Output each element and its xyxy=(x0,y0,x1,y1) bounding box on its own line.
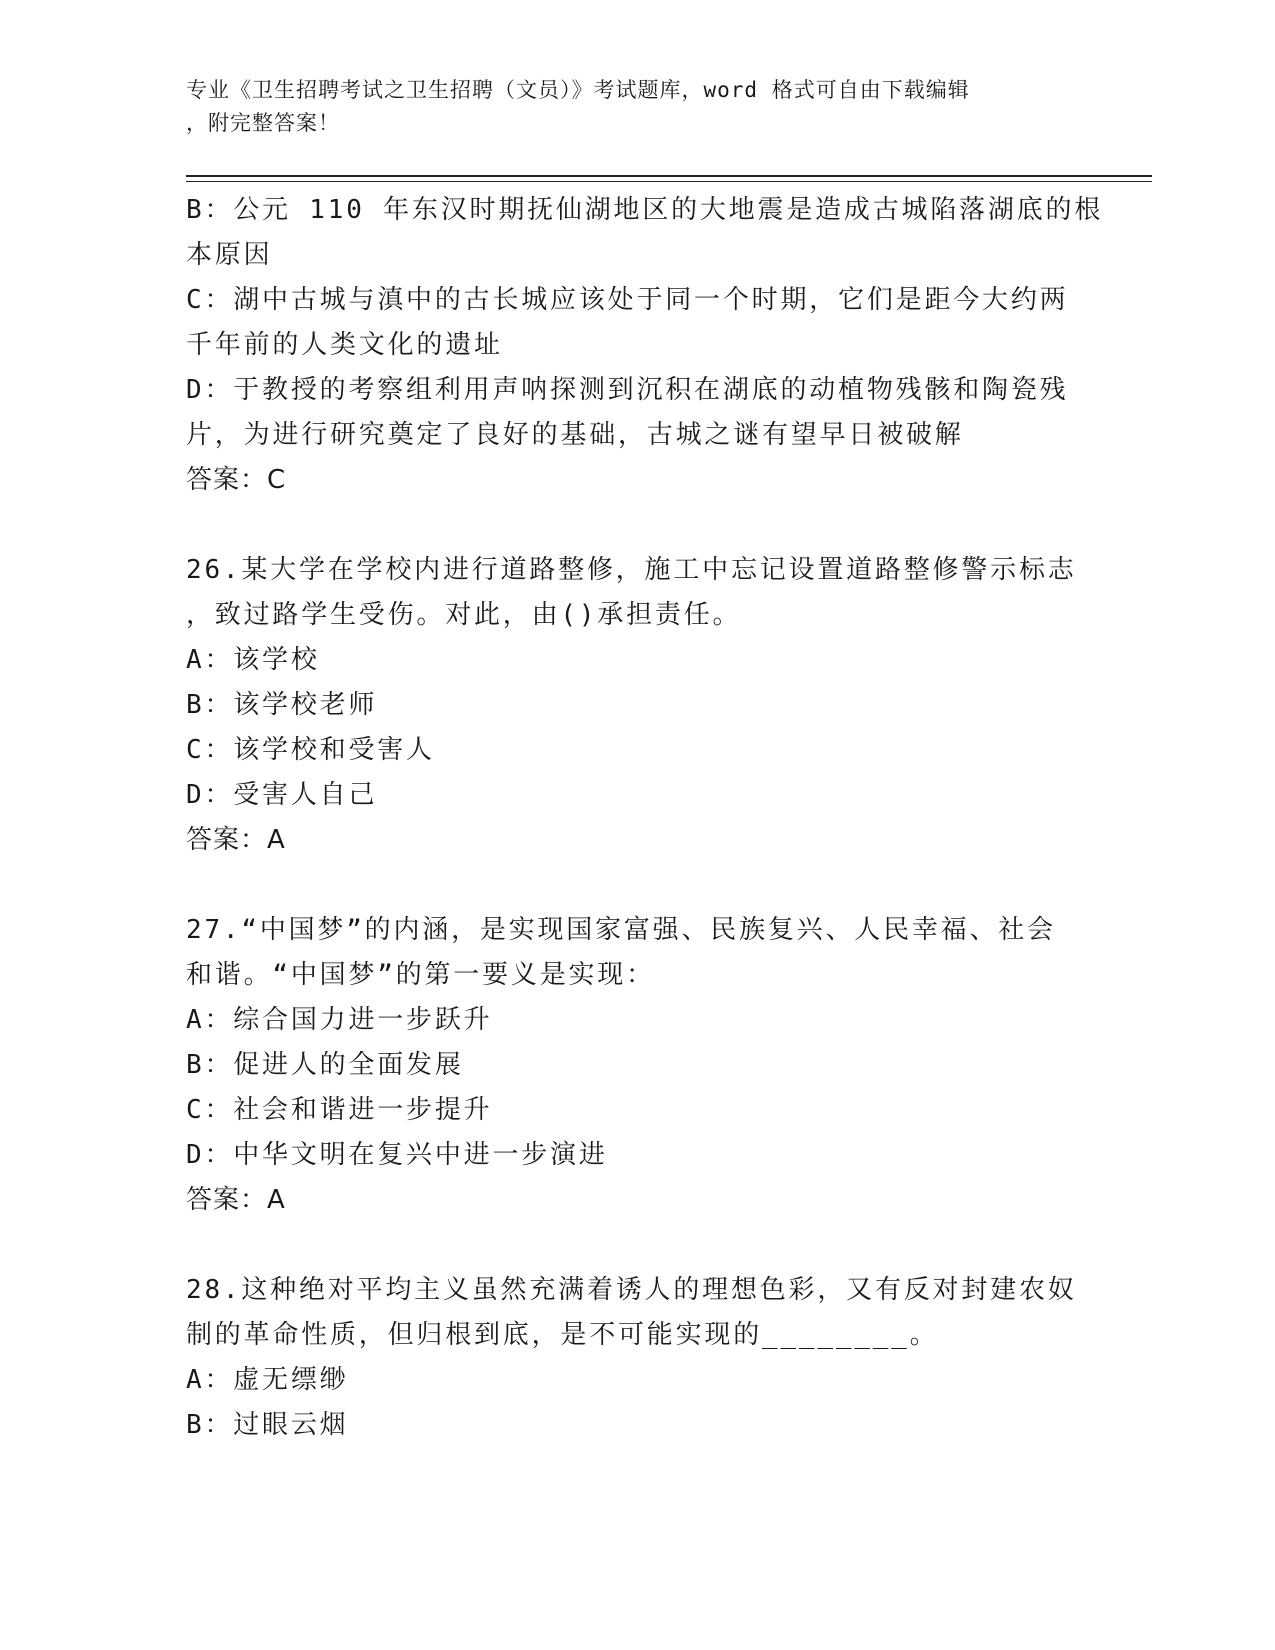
answer: 答案：A xyxy=(186,1185,286,1215)
option-b: B：该学校老师 xyxy=(186,690,378,720)
option-c: C：该学校和受害人 xyxy=(186,735,435,765)
answer: 答案：C xyxy=(186,465,287,495)
document-body xyxy=(186,188,1104,1448)
option-a: A：虚无缥缈 xyxy=(186,1365,349,1395)
question-text: 26.某大学在学校内进行道路整修，施工中忘记设置道路整修警示标志 xyxy=(186,555,1077,585)
option-d-continued: 片，为进行研究奠定了良好的基础，古城之谜有望早日被破解 xyxy=(186,420,964,450)
question-text-continued: ，致过路学生受伤。对此，由()承担责任。 xyxy=(186,600,742,630)
option-b: B：公元 110 年东汉时期抚仙湖地区的大地震是造成古城陷落湖底的根 xyxy=(186,195,1104,225)
question-27 xyxy=(186,908,1086,1223)
option-c: C：湖中古城与滇中的古长城应该处于同一个时期，它们是距今大约两 xyxy=(186,285,1069,315)
question-text: 28.这种绝对平均主义虽然充满着诱人的理想色彩，又有反对封建农奴 xyxy=(186,1275,1077,1305)
question-26 xyxy=(186,548,1086,863)
header-rule-thick xyxy=(186,175,1152,177)
option-b: B：过眼云烟 xyxy=(186,1410,349,1440)
option-d: D：受害人自己 xyxy=(186,780,378,810)
header-rule-thin xyxy=(186,181,1152,182)
question-25-continued xyxy=(186,188,1104,503)
option-d: D：中华文明在复兴中进一步演进 xyxy=(186,1140,608,1170)
option-b-continued: 本原因 xyxy=(186,240,273,270)
option-c-continued: 千年前的人类文化的遗址 xyxy=(186,330,503,360)
option-b: B：促进人的全面发展 xyxy=(186,1050,464,1080)
question-text: 27.“中国梦”的内涵，是实现国家富强、民族复兴、人民幸福、社会 xyxy=(186,915,1056,945)
question-28 xyxy=(186,1268,1086,1448)
question-text-continued: 和谐。“中国梦”的第一要义是实现： xyxy=(186,960,655,990)
document-header xyxy=(186,74,1066,140)
header-line-2: ，附完整答案！ xyxy=(186,111,340,135)
header-line-1: 专业《卫生招聘考试之卫生招聘（文员）》考试题库，word 格式可自由下载编辑 xyxy=(186,78,970,102)
option-a: A：综合国力进一步跃升 xyxy=(186,1005,493,1035)
question-text-continued: 制的革命性质，但归根到底，是不可能实现的________。 xyxy=(186,1320,939,1350)
option-a: A：该学校 xyxy=(186,645,320,675)
answer: 答案：A xyxy=(186,825,286,855)
option-d: D：于教授的考察组利用声呐探测到沉积在湖底的动植物残骸和陶瓷残 xyxy=(186,375,1069,405)
option-c: C：社会和谐进一步提升 xyxy=(186,1095,493,1125)
